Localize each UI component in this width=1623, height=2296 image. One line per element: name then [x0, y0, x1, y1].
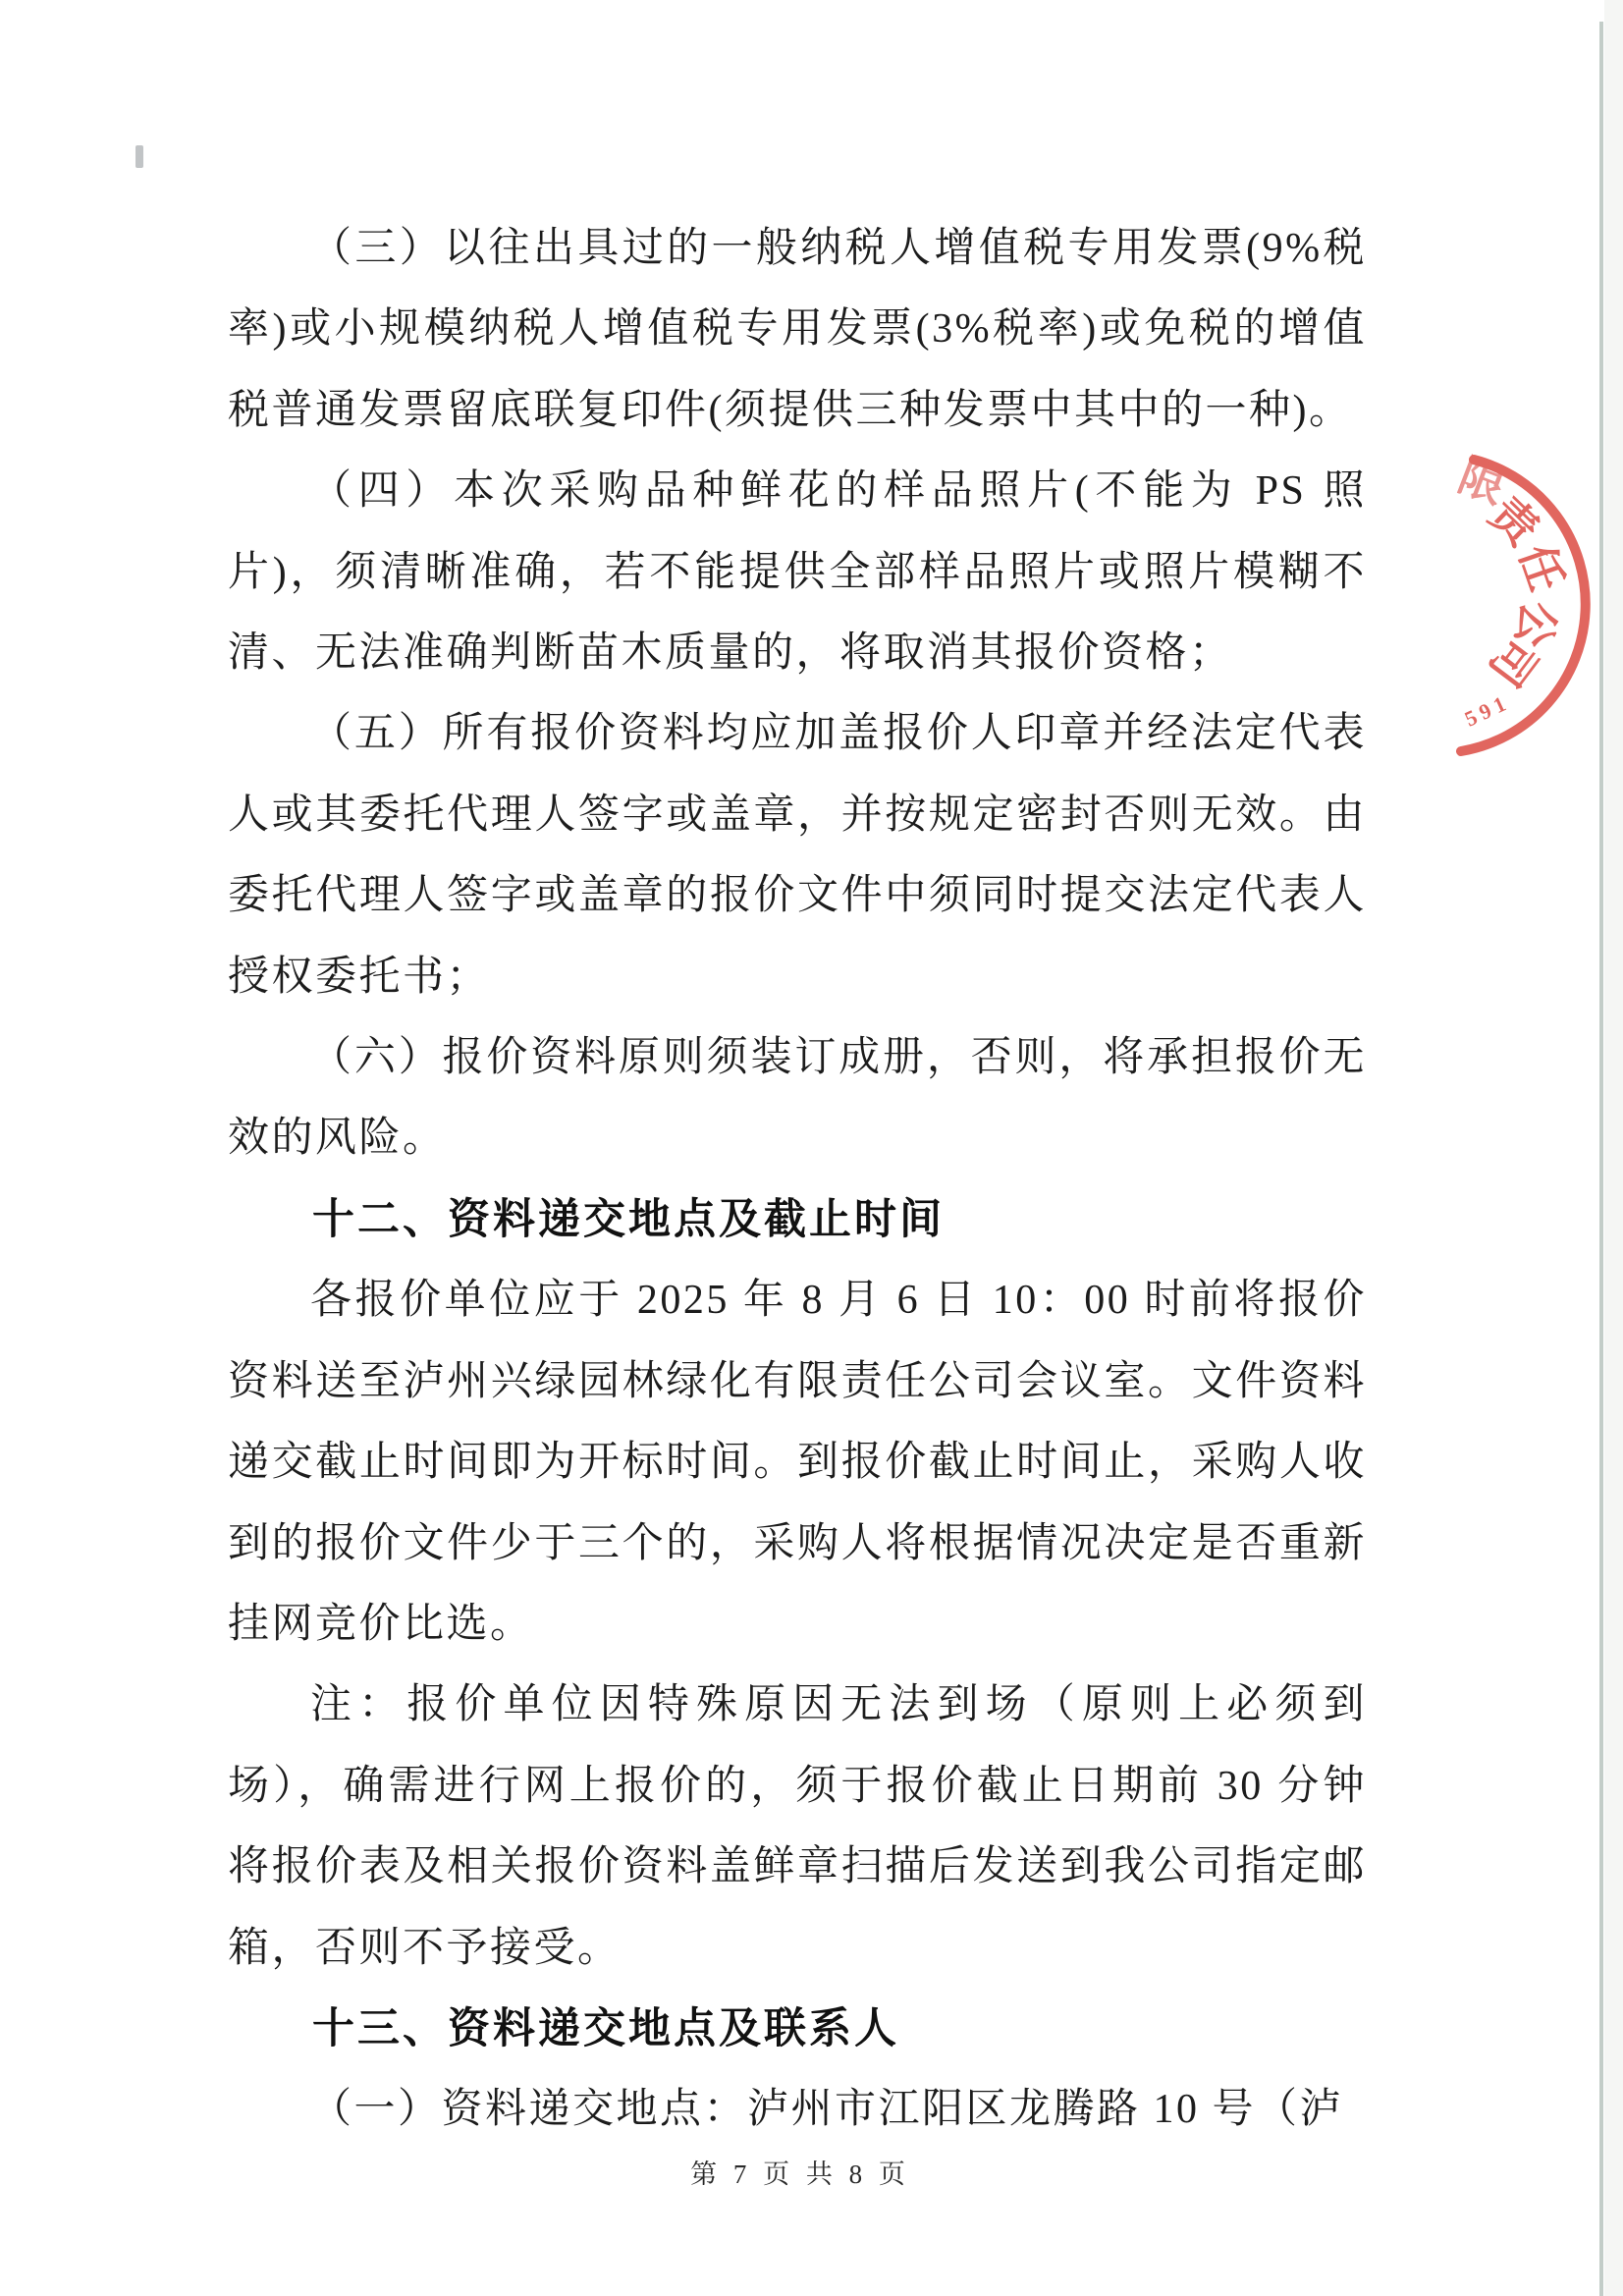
company-seal-stamp	[1424, 422, 1600, 786]
page-scan-edge-line	[1599, 22, 1603, 2296]
page-number: 第 7 页 共 8 页	[690, 2159, 910, 2189]
paragraph-item-6: （六）报价资料原则须装订成册，否则，将承担报价无效的风险。	[228, 1035, 1367, 1162]
paragraph-item-5: （五）所有报价资料均应加盖报价人印章并经法定代表人或其委托代理人签字或盖章，并按规定密封否则无效。由委托代理人签字或盖章的报价文件中须同时提交法定代表人授权委托书；	[228, 711, 1367, 1000]
paragraph-delivery-address: （一）资料递交地点：泸州市江阳区龙腾路 10 号（泸	[310, 2087, 1344, 2133]
paragraph-item-4: （四）本次采购品种鲜花的样品照片(不能为 PS 照片)，须清晰准确，若不能提供全部样品照片或照片模糊不清、无法准确判断苗木质量的，将取消其报价资格；	[228, 468, 1367, 677]
seal-char: 责	[1480, 487, 1548, 556]
seal-char-partial: 限	[1451, 450, 1513, 514]
document-body	[228, 208, 1367, 2151]
seal-char: 任	[1509, 538, 1573, 598]
section-heading-13: 十三、资料递交地点及联系人	[312, 2004, 899, 2052]
section-heading-12: 十二、资料递交地点及截止时间	[312, 1195, 945, 1243]
paragraph-item-3: （三）以往出具过的一般纳税人增值税专用发票(9%税率)或小规模纳税人增值税专用发票(3%税率)或免税的增值税普通发票留底联复印件(须提供三种发票中其中的一种)。	[228, 226, 1367, 433]
seal-char: 公	[1506, 597, 1564, 652]
paragraph-submission-deadline: 各报价单位应于 2025 年 8 月 6 日 10：00 时前将报价资料送至泸州兴绿园林绿化有限责任公司会议室。文件资料递交截止时间即为开标时间。到报价截止时间止，采购人收到的报价文件少于三个的，采购人将根据情况决定是否重新挂网竞价比选。	[228, 1278, 1367, 1647]
paragraph-note: 注：报价单位因特殊原因无法到场（原则上必须到场），确需进行网上报价的，须于报价截止日期前 30 分钟将报价表及相关报价资料盖鲜章扫描后发送到我公司指定邮箱，否则不予接受。	[228, 1682, 1367, 1971]
seal-serial-digits: 591	[1460, 688, 1514, 732]
scan-edge-strip	[1604, 0, 1623, 2296]
scan-smudge-artifact	[135, 145, 143, 168]
seal-char: 司	[1479, 629, 1547, 695]
